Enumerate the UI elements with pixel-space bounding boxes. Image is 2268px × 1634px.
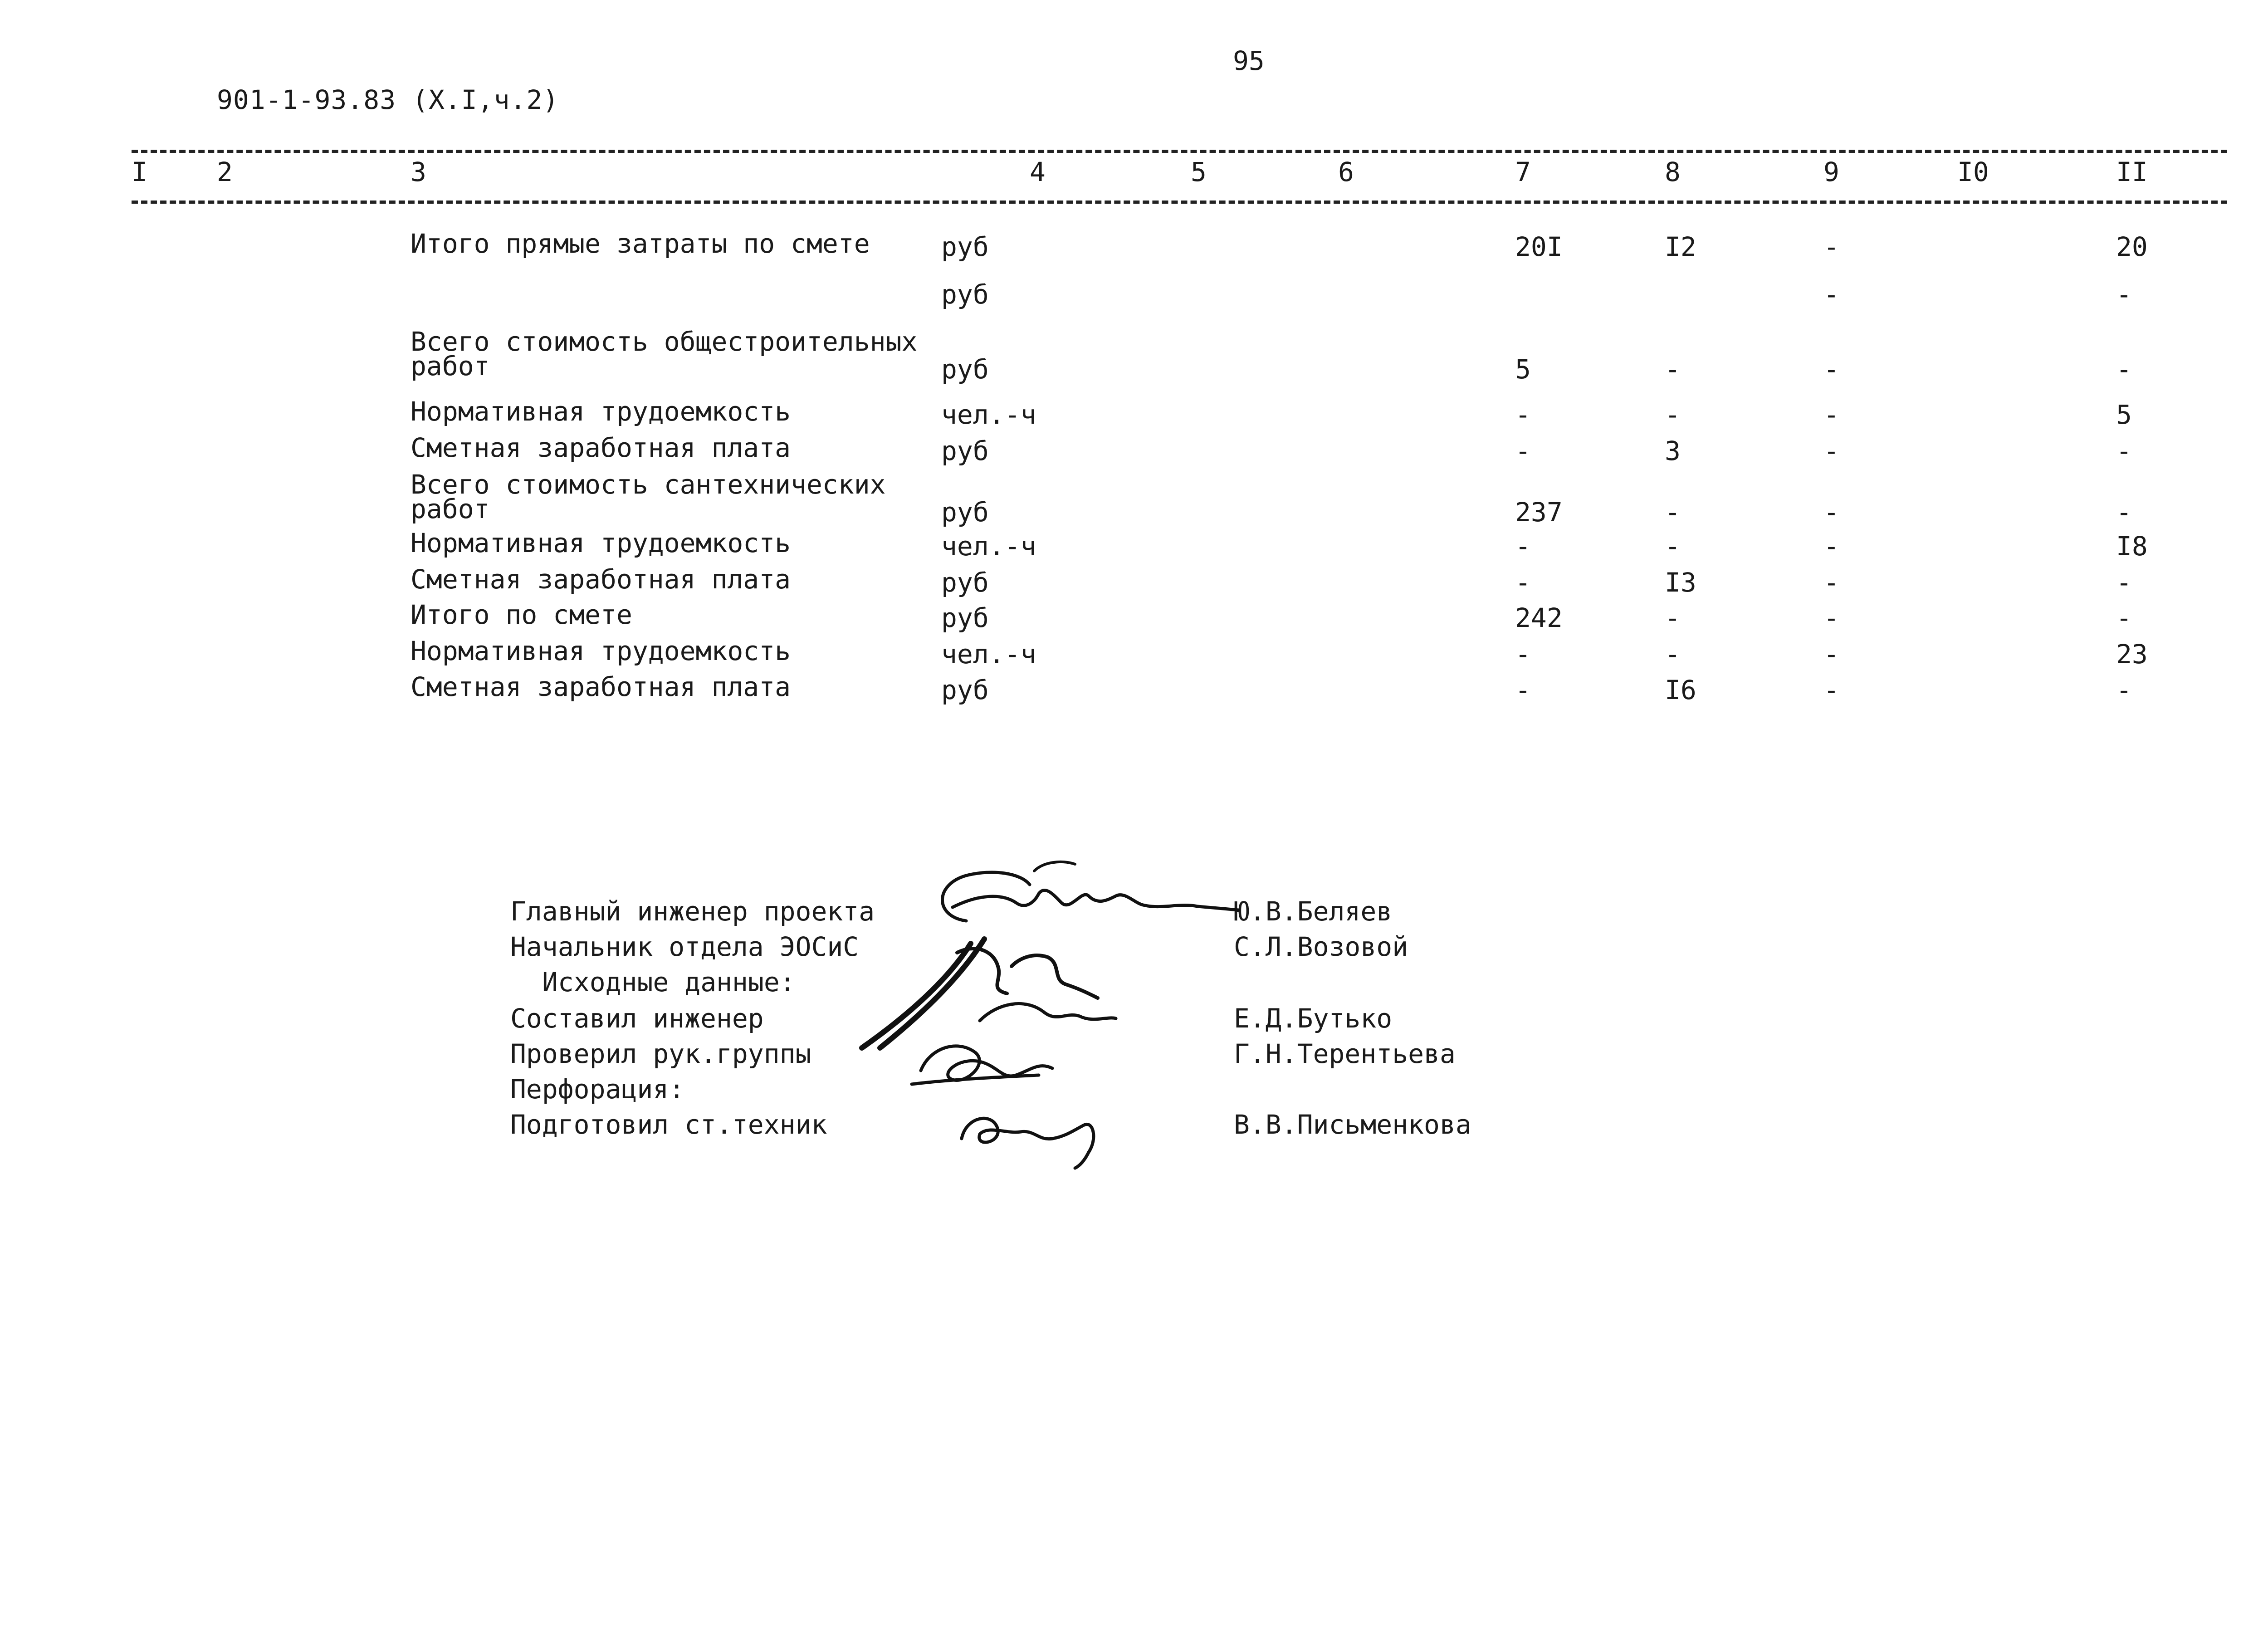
row-col-11: - xyxy=(2116,279,2132,310)
column-number-9: 9 xyxy=(1823,157,1839,187)
column-number-8: 8 xyxy=(1665,157,1681,187)
row-col-8: - xyxy=(1665,602,1681,633)
row-unit: руб xyxy=(941,435,989,466)
row-col-11: 5 xyxy=(2116,399,2132,430)
table-row xyxy=(0,228,2268,268)
row-name: Итого прямые затраты по смете xyxy=(411,228,870,259)
table-row xyxy=(0,396,2268,435)
row-col-11: - xyxy=(2116,675,2132,705)
row-col-7: - xyxy=(1515,399,1531,430)
row-name: Нормативная трудоемкость xyxy=(411,528,791,558)
column-number-4: 4 xyxy=(1030,157,1046,187)
table-row xyxy=(0,671,2268,711)
row-col-7: 237 xyxy=(1515,497,1563,528)
row-col-7: - xyxy=(1515,567,1531,598)
row-col-7: 5 xyxy=(1515,354,1531,385)
row-col-7: 20I xyxy=(1515,231,1563,262)
row-col-9: - xyxy=(1823,675,1839,705)
row-col-9: - xyxy=(1823,435,1839,466)
row-col-11: I8 xyxy=(2116,531,2148,562)
row-col-8: I3 xyxy=(1665,567,1696,598)
handwritten-signature-3 xyxy=(903,1030,1075,1107)
row-name: Всего стоимость общестроительных работ xyxy=(411,326,918,382)
row-col-7: - xyxy=(1515,675,1531,705)
table-row xyxy=(0,528,2268,567)
signature-role: Перфорация: xyxy=(510,1074,685,1105)
table-row xyxy=(0,469,2268,533)
column-number-2: 2 xyxy=(217,157,233,187)
row-unit: чел.-ч xyxy=(941,639,1036,670)
signature-person: Ю.В.Беляев xyxy=(1234,896,1393,927)
row-name: Нормативная трудоемкость xyxy=(411,396,791,427)
table-row xyxy=(0,636,2268,675)
row-col-8: - xyxy=(1665,399,1681,430)
row-col-9: - xyxy=(1823,567,1839,598)
row-col-9: - xyxy=(1823,602,1839,633)
page-number: 95 xyxy=(1233,45,1265,76)
row-col-9: - xyxy=(1823,231,1839,262)
column-number-3: 3 xyxy=(411,157,426,187)
signature-person: С.Л.Возовой xyxy=(1234,931,1408,962)
row-col-7: - xyxy=(1515,531,1531,562)
handwritten-signature-4 xyxy=(948,1098,1120,1170)
table-row xyxy=(0,326,2268,390)
row-col-9: - xyxy=(1823,497,1839,528)
column-number-6: 6 xyxy=(1338,157,1354,187)
row-col-9: - xyxy=(1823,531,1839,562)
row-name: Сметная заработная плата xyxy=(411,671,791,702)
table-row xyxy=(0,432,2268,472)
row-name: Сметная заработная плата xyxy=(411,432,791,463)
row-unit: чел.-ч xyxy=(941,399,1036,430)
row-name: Нормативная трудоемкость xyxy=(411,636,791,666)
signature-role: Проверил рук.группы xyxy=(510,1038,811,1069)
row-unit: руб xyxy=(941,567,989,598)
table-row xyxy=(0,599,2268,639)
signature-person: Г.Н.Терентьева xyxy=(1234,1038,1456,1069)
document-code: 901-1-93.83 (X.I,ч.2) xyxy=(217,84,559,115)
signature-person: В.В.Письменкова xyxy=(1234,1109,1471,1140)
row-col-7: - xyxy=(1515,435,1531,466)
row-col-11: 20 xyxy=(2116,231,2148,262)
row-name: Сметная заработная плата xyxy=(411,564,791,595)
signature-role: Составил инженер xyxy=(510,1003,764,1034)
row-name: Всего стоимость сантехнических работ xyxy=(411,469,886,524)
row-col-11: - xyxy=(2116,567,2132,598)
table-row xyxy=(0,564,2268,603)
row-col-9: - xyxy=(1823,639,1839,670)
signature-role: Исходные данные: xyxy=(542,967,796,998)
row-col-8: I6 xyxy=(1665,675,1696,705)
row-col-8: - xyxy=(1665,531,1681,562)
column-number-10: I0 xyxy=(1957,157,1989,187)
row-unit: руб xyxy=(941,675,989,705)
row-name: Итого по смете xyxy=(411,599,632,630)
signature-role: Главный инженер проекта xyxy=(510,896,875,927)
row-col-11: - xyxy=(2116,602,2132,633)
signature-role: Начальник отдела ЭОСиС xyxy=(510,931,859,962)
signature-person: Е.Д.Бутько xyxy=(1234,1003,1393,1034)
row-col-8: 3 xyxy=(1665,435,1681,466)
row-col-8: I2 xyxy=(1665,231,1696,262)
row-unit: руб xyxy=(941,497,989,528)
row-unit: руб xyxy=(941,602,989,633)
row-col-7: - xyxy=(1515,639,1531,670)
row-unit: руб xyxy=(941,279,989,310)
column-number-7: 7 xyxy=(1515,157,1531,187)
row-col-11: - xyxy=(2116,497,2132,528)
row-col-8: - xyxy=(1665,354,1681,385)
row-col-11: 23 xyxy=(2116,639,2148,670)
row-col-9: - xyxy=(1823,279,1839,310)
column-number-11: II xyxy=(2116,157,2148,187)
row-col-11: - xyxy=(2116,354,2132,385)
row-col-7: 242 xyxy=(1515,602,1563,633)
row-unit: руб xyxy=(941,354,989,385)
table-header-bottom-rule xyxy=(132,201,2227,204)
row-col-8: - xyxy=(1665,497,1681,528)
column-number-1: I xyxy=(132,157,147,187)
row-unit: чел.-ч xyxy=(941,531,1036,562)
row-col-9: - xyxy=(1823,354,1839,385)
row-col-8: - xyxy=(1665,639,1681,670)
row-unit: руб xyxy=(941,231,989,262)
column-number-5: 5 xyxy=(1191,157,1207,187)
row-col-9: - xyxy=(1823,399,1839,430)
signature-role: Подготовил ст.техник xyxy=(510,1109,827,1140)
table-header-top-rule xyxy=(132,150,2227,153)
table-row xyxy=(0,279,2268,315)
row-col-11: - xyxy=(2116,435,2132,466)
